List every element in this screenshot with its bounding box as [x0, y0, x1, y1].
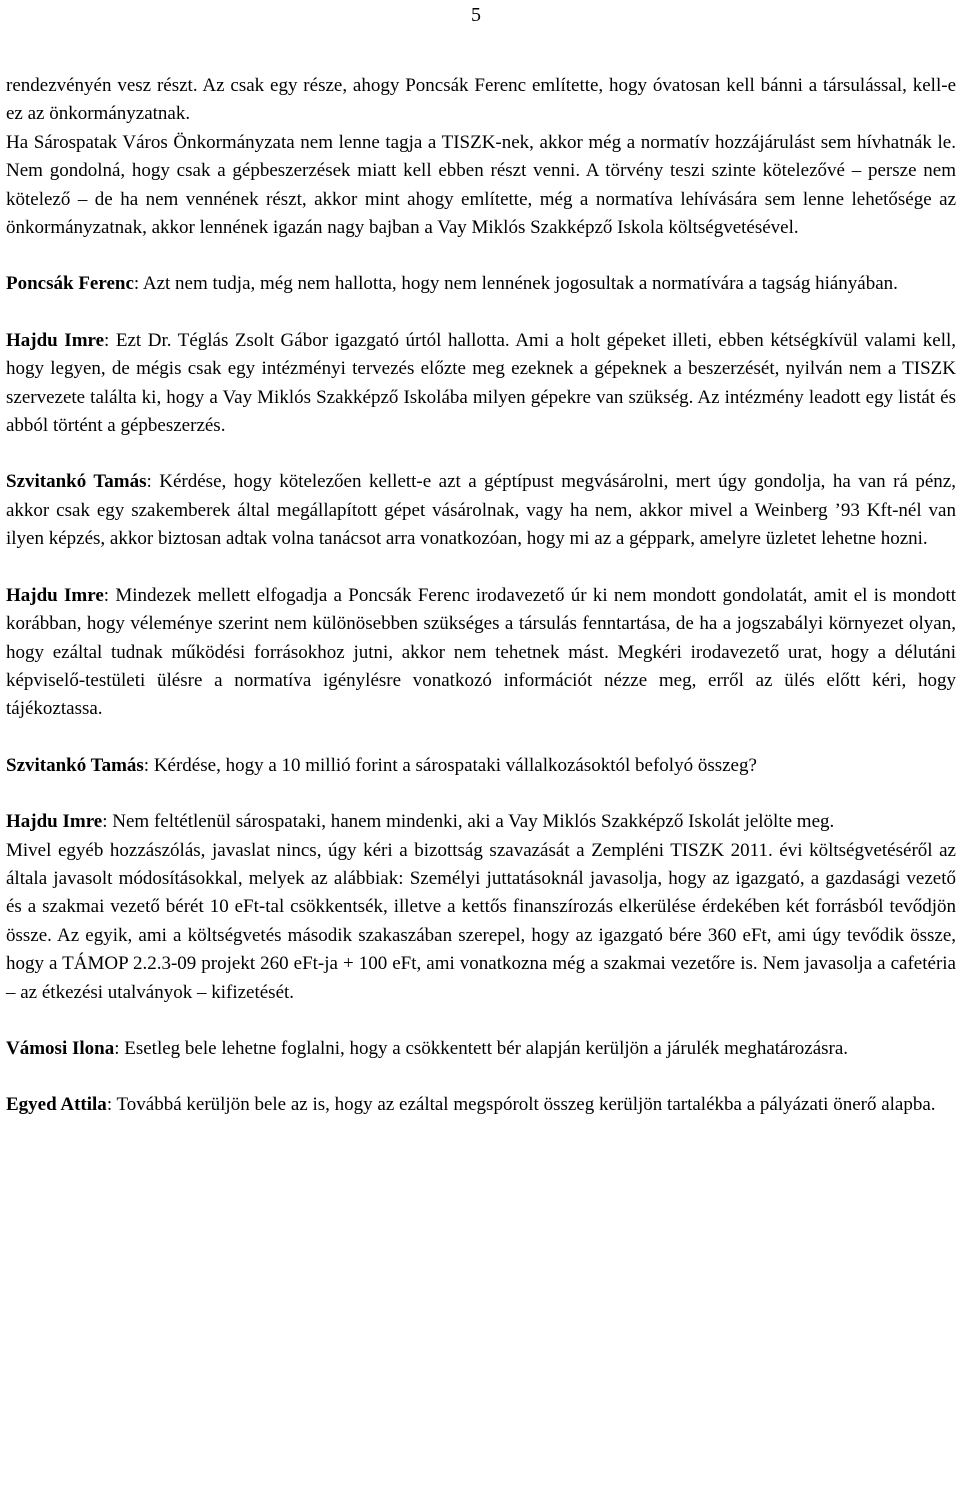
paragraph-text: Ha Sárospatak Város Önkormányzata nem lenne tagja a TISZK-nek, akkor még a normatív hozzájárulást sem hívhatnák le. Nem gondolná, hogy csak a gépbeszerzések miatt kell ebben részt venni. A törvény teszi szinte kötelezővé – persze nem kötelező – de ha nem vennének részt, akkor mint ahogy említette, még a normatíva lehívására sem lenne lehetősége az önkormányzatnak, akkor lennének igazán nagy bajban a Vay Miklós Szakképző Iskola költségvetésével.: [6, 131, 956, 239]
paragraph-1: [6, 72, 956, 129]
speaker-name: Szvitankó Tamás: [6, 471, 147, 493]
speaker-name: Poncsák Ferenc: [6, 273, 134, 295]
paragraph-text: Azt nem tudja, még nem hallotta, hogy nem lennének jogosultak a normatívára a tagság hiányában.: [139, 273, 898, 295]
paragraph-text: Ezt Dr. Téglás Zsolt Gábor igazgató úrtól hallotta. Ami a holt gépeket illeti, ebben kétségkívül valami kell, hogy legyen, de mégis csak egy intézményi tervezés előzte meg ezeknek a gépeknek a beszerzését, nyilván nem a TISZK szervezete találta ki, hogy a Vay Miklós Szakképző Iskolába milyen gépekre van szükség. Az intézmény leadott egy listát és abból történt a gépbeszerzés.: [6, 329, 956, 437]
speaker-separator: :: [143, 754, 150, 776]
paragraph-text: Továbbá kerüljön bele az is, hogy az ezáltal megspórolt összeg kerüljön tartalékba a pályázati önerő alapba.: [112, 1094, 936, 1116]
speaker-separator: :: [103, 584, 110, 606]
paragraph-11: [6, 1091, 956, 1119]
paragraph-text: Nem feltétlenül sárospataki, hanem mindenki, aki a Vay Miklós Szakképző Iskolát jelölte meg.: [107, 811, 835, 833]
paragraph-text: Mindezek mellett elfogadja a Poncsák Ferenc irodavezető úr ki nem mondott gondolatát, amit el is mondott korábban, hogy véleménye szerint nem különösebben szükséges a társulás fenntartása, de ha a jogszabályi környezet olyan, hogy ezáltal tudnak működési forrásokhoz jutni, akkor nem tehetnek mást. Megkéri irodavezető urat, hogy a délutáni képviselő-testületi ülésre a normatíva igénylésre vonatkozó információt nézze meg, erről az ülés előtt kéri, hogy tájékoztassa.: [6, 584, 956, 720]
paragraph-3: [6, 270, 956, 298]
speaker-name: Hajdu Imre: [6, 811, 103, 833]
paragraph-7: [6, 752, 956, 780]
paragraph-8: [6, 808, 956, 836]
speaker-separator: :: [104, 329, 110, 351]
speaker-separator: :: [133, 273, 140, 295]
speaker-name: Egyed Attila: [6, 1094, 107, 1116]
speaker-separator: :: [106, 1094, 113, 1116]
paragraph-6: [6, 582, 956, 724]
page-number: 5: [471, 4, 481, 26]
speaker-name: Vámosi Ilona: [6, 1037, 115, 1059]
paragraph-text: Kérdése, hogy kötelezően kellett-e azt a géptípust megvásárolni, mert úgy gondolja, ha van rá pénz, akkor csak egy szakemberek által megállapított gépet vásárolnak, vagy ha nem, akkor mivel a Weinberg ’93 Kft-nél van ilyen képzés, akkor biztosan adtak volna tanácsot arra vonatkozóan, hogy mi az a géppark, amelyre üzletet lehetne hozni.: [6, 471, 956, 550]
speaker-name: Szvitankó Tamás: [6, 754, 144, 776]
paragraph-2: [6, 129, 956, 243]
speaker-separator: :: [102, 811, 108, 833]
paragraph-4: [6, 327, 956, 441]
paragraph-text: Mivel egyéb hozzászólás, javaslat nincs, úgy kéri a bizottság szavazását a Zempléni TISZK 2011. évi költségvetéséről az általa javasolt módosításokkal, melyek az alábbiak: Személyi juttatásoknál javasolja, hogy az igazgató, a gazdasági vezető és a szakmai vezető bérét 10 eFt-tal csökkentsék, illetve a kettős finanszírozás elkerülése érdekében két forrásból tevődjön össze. Az egyik, ami a költségvetés második szakaszában szerepel, hogy az igazgató bére 360 eFt, ami úgy tevődik össze, hogy a TÁMOP 2.2.3-09 projekt 260 eFt-ja + 100 eFt, ami vonatkozna még a szakmai vezetőre is. Nem javasolja a cafetéria – az étkezési utalványok – kifizetését.: [6, 839, 956, 1003]
paragraph-10: [6, 1035, 956, 1063]
paragraph-text: rendezvényén vesz részt. Az csak egy része, ahogy Poncsák Ferenc említette, hogy óvatosan kell bánni a társulással, kell-e ez az önkormányzatnak.: [6, 75, 956, 125]
document-body: [6, 72, 956, 1120]
speaker-separator: :: [146, 471, 152, 493]
paragraph-9: [6, 837, 956, 1007]
speaker-name: Hajdu Imre: [6, 584, 104, 606]
paragraph-text: Kérdése, hogy a 10 millió forint a sárospataki vállalkozásoktól befolyó összeg?: [149, 754, 757, 776]
speaker-name: Hajdu Imre: [6, 329, 105, 351]
speaker-separator: :: [114, 1037, 120, 1059]
paragraph-5: [6, 468, 956, 553]
paragraph-text: Esetleg bele lehetne foglalni, hogy a csökkentett bér alapján kerüljön a járulék meghatározásra.: [119, 1037, 849, 1059]
